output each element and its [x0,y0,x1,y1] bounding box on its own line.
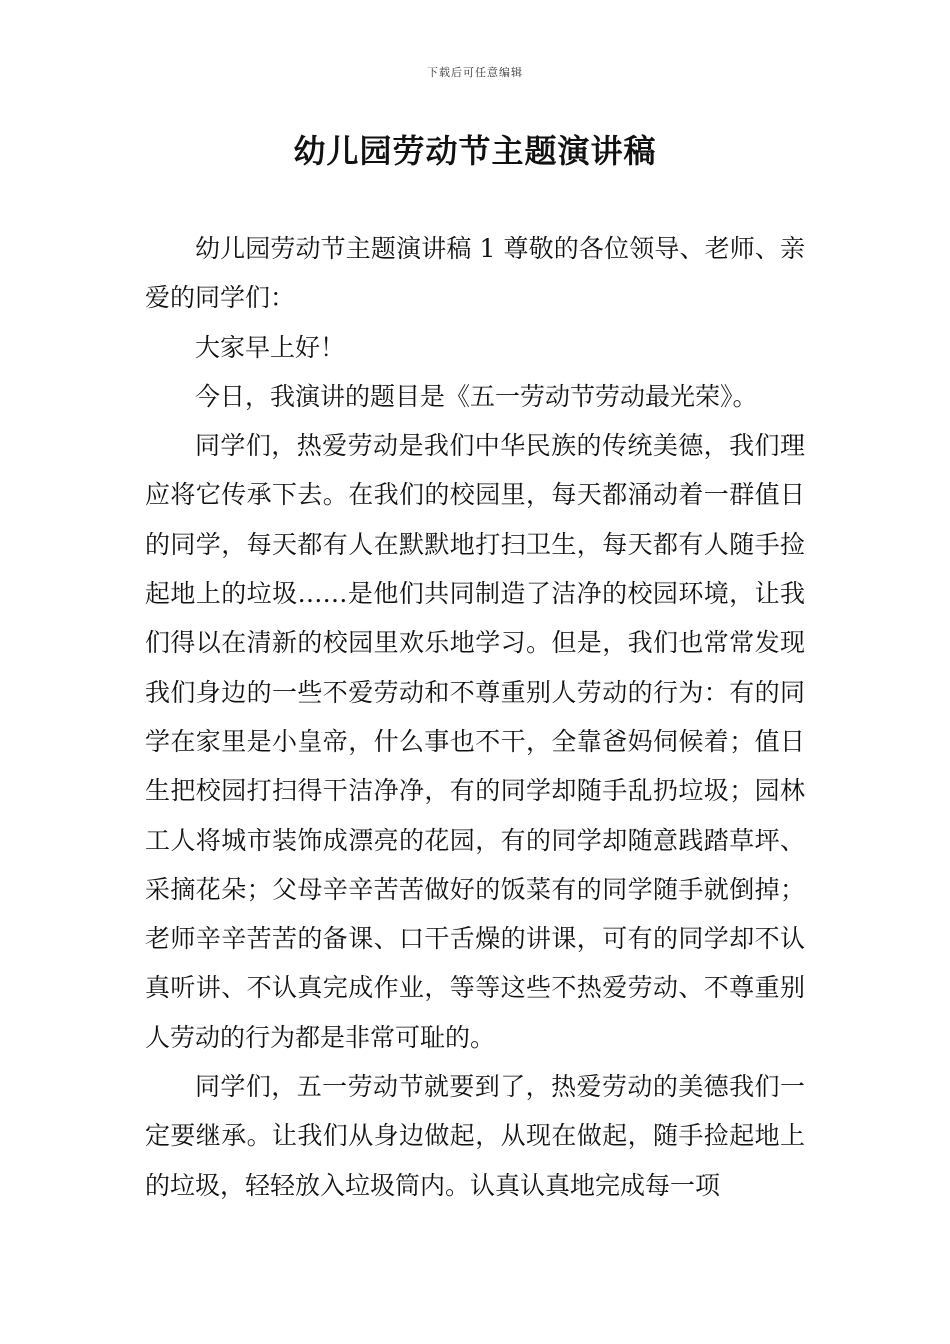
paragraph: 今日，我演讲的题目是《五一劳动节劳动最光荣》。 [195,381,758,411]
header-note: 下载后可任意编辑 [427,66,523,79]
paragraph: 同学们，热爱劳动是我们中华民族的传统美德，我们理应将它传承下去。在我们的校园里，每天都涌动着一群值日的同学，每天都有人在默默地打扫卫生，每天都有人随手捡起地上的垃圾……是他们共同制造了洁净的校园环境，让我们得以在清新的校园里欢乐地学习。但是，我们也常常发现我们身边的一些不爱劳动和不尊重别人劳动的行为：有的同学在家里是小皇帝，什么事也不干，全靠爸妈伺候着；值日生把校园打扫得干洁净净，有的同学却随手乱扔垃圾；园林工人将城市装饰成漂亮的花园，有的同学却随意践踏草坪、采摘花朵；父母辛辛苦苦做好的饭菜有的同学随手就倒掉；老师辛辛苦苦的备课、口干舌燥的讲课，可有的同学却不认真听讲、不认真完成作业，等等这些不热爱劳动、不尊重别人劳动的行为都是非常可耻的。 [145,431,805,1052]
document-title: 幼儿园劳动节主题演讲稿 [293,132,657,170]
document-body [145,224,805,1210]
paragraph: 大家早上好！ [195,332,346,362]
paragraph: 幼儿园劳动节主题演讲稿 1 尊敬的各位领导、老师、亲爱的同学们： [145,234,805,313]
paragraph: 同学们，五一劳动节就要到了，热爱劳动的美德我们一定要继承。让我们从身边做起，从现在做起，随手捡起地上的垃圾，轻轻放入垃圾筒内。认真认真地完成每一项 [145,1072,805,1200]
